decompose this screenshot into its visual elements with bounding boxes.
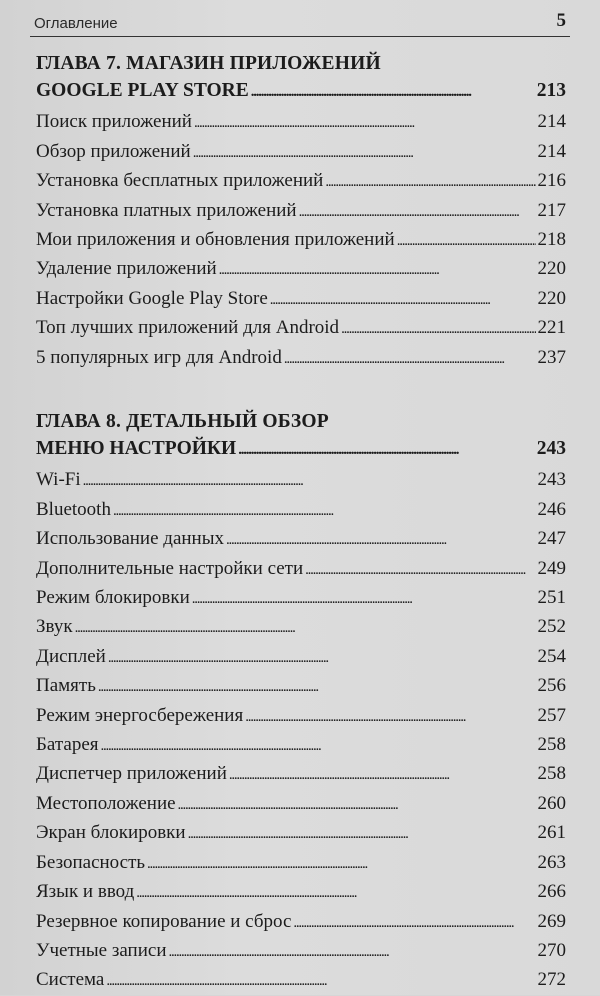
- toc-entry: [36, 197, 566, 226]
- entry-page: 272: [537, 969, 566, 991]
- dot-leader: [188, 819, 536, 848]
- dot-leader: [251, 77, 535, 106]
- dot-leader: [193, 138, 536, 167]
- dot-leader: [341, 314, 535, 343]
- entry-page: 266: [537, 881, 566, 903]
- entry-page: 257: [537, 704, 566, 726]
- dot-leader: [147, 849, 535, 878]
- toc-entry: [36, 466, 566, 495]
- entry-page: 217: [537, 199, 566, 221]
- toc-chapter-8: [36, 408, 566, 996]
- page-number: 5: [556, 10, 566, 31]
- toc-entry: [36, 613, 566, 642]
- entry-page: 220: [537, 258, 566, 280]
- toc-entry: [36, 555, 566, 584]
- toc-entry: [36, 731, 566, 760]
- toc-entry: [36, 584, 566, 613]
- entry-page: 252: [537, 616, 566, 638]
- chapter-title-row: [36, 435, 566, 464]
- entry-label: Топ лучших приложений для Android: [36, 317, 340, 339]
- toc-entry: [36, 672, 566, 701]
- toc-entry: [36, 937, 566, 966]
- entry-label: Bluetooth: [36, 498, 111, 520]
- dot-leader: [270, 285, 536, 314]
- toc-entry: [36, 790, 566, 819]
- dot-leader: [299, 197, 536, 226]
- chapter-title-line1: ГЛАВА 7. МАГАЗИН ПРИЛОЖЕНИЙ: [36, 53, 381, 74]
- entry-page: 214: [537, 140, 566, 162]
- dot-leader: [245, 702, 535, 731]
- chapter-page: 213: [536, 80, 566, 101]
- toc-entry: [36, 908, 566, 937]
- entry-page: 260: [537, 792, 566, 814]
- dot-leader: [106, 966, 535, 995]
- entry-label: Поиск приложений: [36, 111, 192, 133]
- chapter-title-line2: МЕНЮ НАСТРОЙКИ: [36, 438, 237, 459]
- toc-entry: [36, 344, 566, 373]
- entry-label: Дополнительные настройки сети: [36, 557, 304, 579]
- toc-entry: [36, 878, 566, 907]
- entry-page: 246: [537, 498, 566, 520]
- toc-entry: [36, 849, 566, 878]
- dot-leader: [108, 643, 536, 672]
- entry-label: 5 популярных игр для Android: [36, 346, 282, 368]
- dot-leader: [293, 908, 535, 937]
- dot-leader: [169, 937, 536, 966]
- entry-page: 258: [537, 734, 566, 756]
- entry-page: 261: [537, 822, 566, 844]
- header-divider: [30, 36, 570, 37]
- dot-leader: [83, 466, 536, 495]
- entry-page: 220: [537, 287, 566, 309]
- dot-leader: [325, 167, 535, 196]
- entry-label: Диспетчер приложений: [36, 763, 227, 785]
- toc-chapter-7: [36, 50, 566, 373]
- entry-label: Удаление приложений: [36, 258, 217, 280]
- dot-leader: [219, 255, 536, 284]
- entry-page: 237: [537, 346, 566, 368]
- toc-entry: [36, 819, 566, 848]
- toc-entry: [36, 138, 566, 167]
- toc-entry: [36, 643, 566, 672]
- dot-leader: [136, 878, 535, 907]
- toc-entry: [36, 255, 566, 284]
- entry-label: Резервное копирование и сброс: [36, 910, 292, 932]
- dot-leader: [226, 525, 536, 554]
- entry-label: Wi-Fi: [36, 469, 81, 491]
- chapter-title-line1: ГЛАВА 8. ДЕТАЛЬНЫЙ ОБЗОР: [36, 411, 329, 432]
- entry-label: Использование данных: [36, 528, 224, 550]
- entry-label: Язык и ввод: [36, 881, 135, 903]
- toc-entry: [36, 760, 566, 789]
- dot-leader: [101, 731, 536, 760]
- entry-page: 263: [537, 851, 566, 873]
- entry-page: 214: [537, 111, 566, 133]
- entry-page: 249: [537, 557, 566, 579]
- dot-leader: [284, 344, 536, 373]
- running-head-title: Оглавление: [34, 15, 118, 32]
- entry-label: Установка бесплатных приложений: [36, 170, 324, 192]
- entry-label: Режим энергосбережения: [36, 704, 244, 726]
- entry-page: 251: [537, 587, 566, 609]
- toc-entry: [36, 702, 566, 731]
- chapter-title-line2: GOOGLE PLAY STORE: [36, 80, 249, 101]
- dot-leader: [98, 672, 536, 701]
- entry-page: 218: [537, 229, 566, 251]
- toc-entry: [36, 496, 566, 525]
- entry-label: Звук: [36, 616, 73, 638]
- toc-entry: [36, 226, 566, 255]
- dot-leader: [305, 555, 535, 584]
- toc-entry: [36, 525, 566, 554]
- dot-leader: [194, 108, 536, 137]
- entry-label: Обзор приложений: [36, 140, 191, 162]
- entry-label: Батарея: [36, 734, 99, 756]
- entry-label: Экран блокировки: [36, 822, 186, 844]
- entry-label: Учетные записи: [36, 939, 167, 961]
- entry-label: Местоположение: [36, 792, 176, 814]
- dot-leader: [397, 226, 536, 255]
- running-head: [34, 8, 566, 32]
- entry-label: Настройки Google Play Store: [36, 287, 268, 309]
- entry-page: 256: [537, 675, 566, 697]
- entry-page: 269: [537, 910, 566, 932]
- entry-label: Режим блокировки: [36, 587, 190, 609]
- entry-label: Дисплей: [36, 645, 106, 667]
- entry-label: Память: [36, 675, 96, 697]
- entry-page: 258: [537, 763, 566, 785]
- dot-leader: [192, 584, 536, 613]
- toc-entry: [36, 285, 566, 314]
- dot-leader: [178, 790, 536, 819]
- entry-page: 221: [537, 317, 566, 339]
- entry-label: Безопасность: [36, 851, 146, 873]
- dot-leader: [229, 760, 536, 789]
- dot-leader: [75, 613, 536, 642]
- entry-page: 247: [537, 528, 566, 550]
- dot-leader: [238, 435, 535, 464]
- toc-entry: [36, 314, 566, 343]
- chapter-page: 243: [536, 438, 566, 459]
- entry-label: Мои приложения и обновления приложений: [36, 229, 395, 251]
- entry-label: Установка платных приложений: [36, 199, 297, 221]
- entry-page: 270: [537, 939, 566, 961]
- entry-page: 243: [537, 469, 566, 491]
- entry-page: 216: [537, 170, 566, 192]
- entry-label: Система: [36, 969, 105, 991]
- toc-entry: [36, 108, 566, 137]
- chapter-title-row: [36, 77, 566, 106]
- toc-entry: [36, 167, 566, 196]
- dot-leader: [113, 496, 536, 525]
- toc-entry: [36, 966, 566, 995]
- entry-page: 254: [537, 645, 566, 667]
